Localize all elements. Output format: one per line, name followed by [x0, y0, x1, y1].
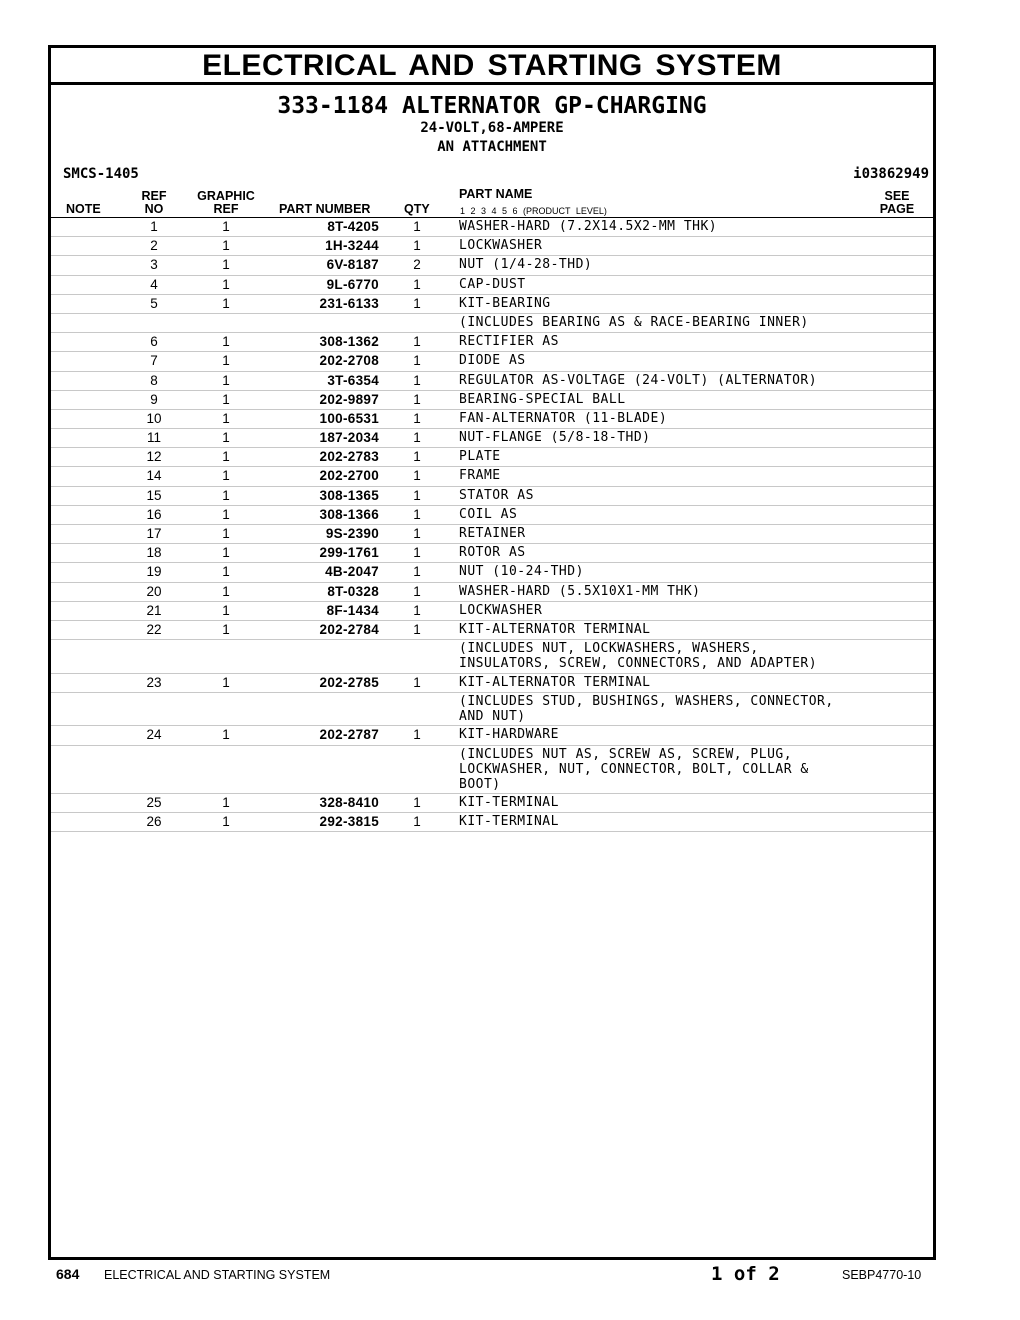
part-number-cell: 187-2034 [319, 430, 379, 446]
qty-cell: 1 [413, 813, 421, 829]
table-row [51, 237, 933, 256]
identifier-line [51, 163, 933, 185]
qty-cell: 1 [413, 219, 421, 234]
part-name-cell: RETAINER [459, 526, 526, 541]
graphic-ref-cell: 1 [222, 813, 230, 829]
ref-no-cell: 26 [146, 813, 162, 829]
ref-no-cell: 20 [146, 583, 162, 599]
header-part-number: PART NUMBER [279, 202, 371, 216]
graphic-ref-cell: 1 [222, 334, 230, 350]
ref-no-cell: 24 [146, 727, 162, 743]
part-number-cell: 3T-6354 [327, 372, 379, 388]
qty-cell: 1 [413, 238, 421, 254]
table-row [51, 621, 933, 640]
header-graphic-bottom: REF [213, 202, 239, 216]
header-part-name: PART NAME [459, 187, 533, 201]
ref-no-cell: 21 [146, 602, 162, 618]
graphic-ref-cell: 1 [222, 602, 230, 618]
part-name-cell: KIT-ALTERNATOR TERMINAL [459, 621, 651, 637]
graphic-ref-cell: 1 [222, 727, 230, 743]
graphic-ref-cell: 1 [222, 526, 230, 541]
table-row [51, 429, 933, 448]
graphic-ref-cell: 1 [222, 238, 230, 254]
table-row [51, 794, 933, 813]
ref-no-cell: 8 [150, 372, 158, 388]
table-row [51, 256, 933, 275]
ref-no-cell: 12 [146, 449, 162, 465]
page-footer [0, 1263, 1020, 1286]
graphic-ref-cell: 1 [222, 410, 230, 426]
table-row [51, 391, 933, 410]
table-row [51, 333, 933, 352]
part-name-cell: STATOR AS [459, 487, 534, 503]
table-row [51, 726, 933, 745]
qty-cell: 1 [413, 727, 421, 743]
table-row [51, 544, 933, 563]
table-row [51, 467, 933, 486]
graphic-ref-cell: 1 [222, 545, 230, 561]
part-number-cell: 308-1365 [319, 487, 379, 503]
part-number-cell: 9S-2390 [325, 526, 379, 541]
graphic-ref-cell: 1 [222, 295, 230, 311]
part-name-cell: BEARING-SPECIAL BALL [459, 391, 626, 407]
part-name-cell: KIT-ALTERNATOR TERMINAL [459, 674, 651, 690]
ref-no-cell: 15 [146, 487, 162, 503]
part-name-cell: (INCLUDES NUT, LOCKWASHERS, WASHERS, INSULATORS, SCREW, CONNECTORS, AND ADAPTER) [459, 641, 818, 672]
graphic-ref-cell: 1 [222, 430, 230, 446]
table-row [51, 602, 933, 621]
qty-cell: 1 [413, 410, 421, 426]
table-row [51, 813, 933, 832]
section-title: ELECTRICAL AND STARTING SYSTEM [51, 48, 933, 85]
graphic-ref-cell: 1 [222, 257, 230, 273]
graphic-ref-cell: 1 [222, 468, 230, 484]
part-name-cell: KIT-HARDWARE [459, 727, 559, 743]
header-ref-bottom: NO [144, 202, 164, 216]
table-row [51, 276, 933, 295]
part-number-cell: 308-1362 [319, 334, 379, 350]
table-row-note [51, 693, 933, 727]
ref-no-cell: 22 [146, 621, 162, 637]
ref-no-cell: 17 [146, 526, 162, 541]
qty-cell: 1 [413, 621, 421, 637]
table-row [51, 372, 933, 391]
smcs-code: SMCS-1405 [63, 166, 139, 182]
header-see-top: SEE [884, 189, 910, 203]
header-note: NOTE [66, 202, 101, 216]
part-name-cell: (INCLUDES STUD, BUSHINGS, WASHERS, CONNECTOR, AND NUT) [459, 693, 834, 724]
qty-cell: 1 [413, 468, 421, 484]
graphic-ref-cell: 1 [222, 219, 230, 234]
qty-cell: 1 [413, 295, 421, 311]
table-row-note [51, 746, 933, 794]
ref-no-cell: 4 [150, 276, 158, 292]
part-number-cell: 8T-4205 [327, 219, 379, 234]
ref-no-cell: 11 [146, 430, 161, 446]
part-name-cell: KIT-TERMINAL [459, 813, 559, 829]
table-row [51, 410, 933, 429]
part-number-cell: 202-2708 [319, 353, 379, 369]
ref-no-cell: 2 [150, 238, 158, 254]
qty-cell: 1 [413, 353, 421, 369]
part-number-cell: 202-2787 [319, 727, 379, 743]
ref-no-cell: 7 [150, 353, 158, 369]
header-product-level: 1 2 3 4 5 6 (PRODUCT LEVEL) [460, 206, 607, 216]
graphic-ref-cell: 1 [222, 276, 230, 292]
header-qty: QTY [404, 202, 430, 216]
table-row [51, 448, 933, 467]
ref-no-cell: 19 [146, 564, 162, 580]
footer-page-number: 684 [56, 1266, 80, 1282]
table-row [51, 563, 933, 582]
part-number-cell: 202-9897 [319, 391, 379, 407]
ref-no-cell: 5 [150, 295, 158, 311]
graphic-ref-cell: 1 [222, 353, 230, 369]
part-number-cell: 1H-3244 [325, 238, 379, 254]
part-name-cell: WASHER-HARD (7.2X14.5X2-MM THK) [459, 219, 718, 234]
part-number-cell: 4B-2047 [325, 564, 379, 580]
part-name-cell: (INCLUDES NUT AS, SCREW AS, SCREW, PLUG, LOCKWASHER, NUT, CONNECTOR, BOLT, COLLAR & BOOT) [459, 746, 809, 792]
part-name-cell: WASHER-HARD (5.5X10X1-MM THK) [459, 583, 701, 599]
qty-cell: 1 [413, 430, 421, 446]
table-row [51, 352, 933, 371]
part-name-cell: REGULATOR AS-VOLTAGE (24-VOLT) (ALTERNATOR) [459, 372, 818, 388]
graphic-ref-cell: 1 [222, 621, 230, 637]
ref-no-cell: 23 [146, 674, 162, 690]
part-name-cell: LOCKWASHER [459, 602, 543, 618]
qty-cell: 1 [413, 602, 421, 618]
part-number-cell: 6V-8187 [326, 257, 379, 273]
footer-page-of: 1 of 2 [711, 1263, 780, 1285]
table-row-note [51, 640, 933, 674]
qty-cell: 1 [413, 794, 421, 810]
part-name-cell: DIODE AS [459, 353, 526, 369]
part-number-cell: 8F-1434 [326, 602, 379, 618]
ref-no-cell: 25 [146, 794, 162, 810]
part-name-cell: NUT (1/4-28-THD) [459, 257, 593, 273]
part-number-cell: 202-2785 [319, 674, 379, 690]
qty-cell: 1 [413, 674, 421, 690]
table-row [51, 218, 933, 237]
part-number-cell: 202-2700 [319, 468, 379, 484]
ref-no-cell: 3 [150, 257, 158, 273]
part-number-cell: 308-1366 [319, 506, 379, 522]
part-number-cell: 328-8410 [319, 794, 379, 810]
ref-no-cell: 6 [150, 334, 158, 350]
ref-no-cell: 9 [150, 391, 158, 407]
group-title: 333-1184 ALTERNATOR GP-CHARGING [277, 93, 707, 119]
part-number-cell: 9L-6770 [326, 276, 379, 292]
part-name-cell: COIL AS [459, 506, 518, 522]
qty-cell: 1 [413, 334, 421, 350]
qty-cell: 1 [413, 564, 421, 580]
part-name-cell: RECTIFIER AS [459, 334, 559, 350]
qty-cell: 1 [413, 545, 421, 561]
parts-table-body [51, 218, 933, 832]
part-name-cell: LOCKWASHER [459, 238, 543, 254]
part-name-cell: CAP-DUST [459, 276, 526, 292]
part-number-cell: 202-2784 [319, 621, 379, 637]
header-graphic-top: GRAPHIC [197, 189, 255, 203]
graphic-ref-cell: 1 [222, 674, 230, 690]
graphic-ref-cell: 1 [222, 391, 230, 407]
graphic-ref-cell: 1 [222, 794, 230, 810]
group-subtitle-1: 24-VOLT,68-AMPERE [420, 120, 564, 136]
table-row [51, 525, 933, 544]
part-number-cell: 8T-0328 [327, 583, 379, 599]
qty-cell: 1 [413, 449, 421, 465]
parts-page-frame [48, 45, 936, 1260]
part-name-cell: FRAME [459, 468, 501, 484]
table-row [51, 674, 933, 693]
table-row [51, 506, 933, 525]
part-name-cell: (INCLUDES BEARING AS & RACE-BEARING INNER) [459, 314, 809, 330]
part-number-cell: 231-6133 [319, 295, 379, 311]
part-name-cell: KIT-TERMINAL [459, 794, 559, 810]
graphic-ref-cell: 1 [222, 372, 230, 388]
ref-no-cell: 18 [146, 545, 162, 561]
qty-cell: 1 [413, 276, 421, 292]
table-row [51, 487, 933, 506]
part-number-cell: 202-2783 [319, 449, 379, 465]
ref-no-cell: 10 [146, 410, 162, 426]
ref-no-cell: 14 [146, 468, 162, 484]
part-name-cell: NUT-FLANGE (5/8-18-THD) [459, 430, 651, 446]
table-row-note [51, 314, 933, 333]
graphic-ref-cell: 1 [222, 564, 230, 580]
ref-no-cell: 1 [150, 219, 158, 234]
table-header [51, 185, 933, 218]
qty-cell: 1 [413, 487, 421, 503]
footer-doc-id: SEBP4770-10 [842, 1268, 922, 1282]
qty-cell: 1 [413, 583, 421, 599]
graphic-ref-cell: 1 [222, 449, 230, 465]
part-number-cell: 292-3815 [319, 813, 379, 829]
graphic-ref-cell: 1 [222, 583, 230, 599]
part-name-cell: ROTOR AS [459, 545, 526, 561]
part-number-cell: 299-1761 [319, 545, 379, 561]
table-row [51, 583, 933, 602]
header-see-bottom: PAGE [879, 202, 915, 216]
table-row [51, 295, 933, 314]
header-ref-top: REF [141, 189, 167, 203]
qty-cell: 1 [413, 372, 421, 388]
footer-section-name: ELECTRICAL AND STARTING SYSTEM [104, 1268, 331, 1282]
part-name-cell: KIT-BEARING [459, 295, 551, 311]
qty-cell: 1 [413, 506, 421, 522]
qty-cell: 2 [413, 257, 421, 273]
part-name-cell: FAN-ALTERNATOR (11-BLADE) [459, 410, 668, 426]
part-number-cell: 100-6531 [319, 410, 379, 426]
qty-cell: 1 [413, 391, 421, 407]
part-name-cell: NUT (10-24-THD) [459, 564, 584, 580]
group-subtitle-2: AN ATTACHMENT [437, 139, 547, 155]
part-name-cell: PLATE [459, 449, 501, 465]
info-id: i03862949 [853, 166, 929, 182]
graphic-ref-cell: 1 [222, 487, 230, 503]
ref-no-cell: 16 [146, 506, 162, 522]
graphic-ref-cell: 1 [222, 506, 230, 522]
qty-cell: 1 [413, 526, 421, 541]
